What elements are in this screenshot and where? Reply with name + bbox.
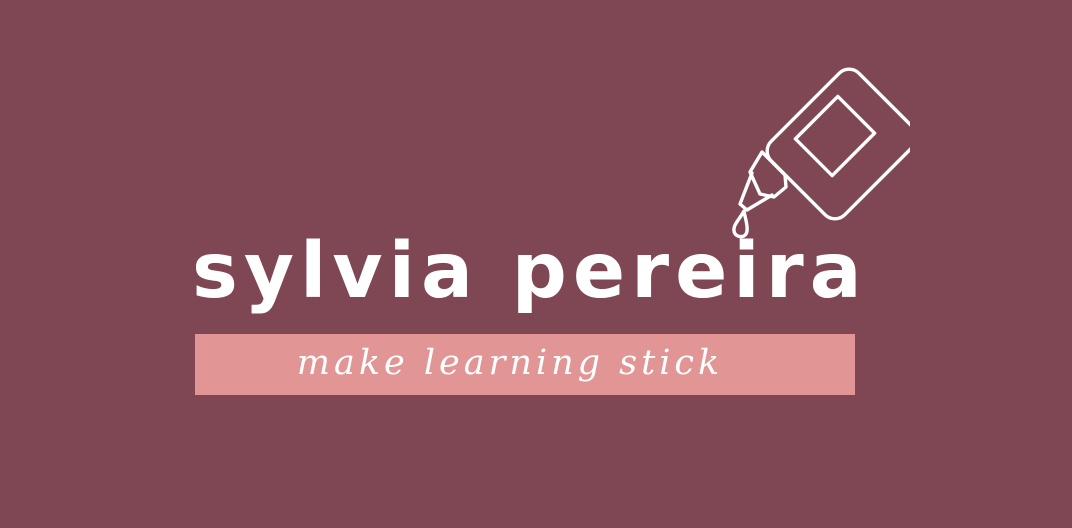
glue-bottle-cap <box>750 152 786 197</box>
glue-bottle-label <box>795 96 874 175</box>
tagline-band <box>195 334 855 395</box>
glue-bottle-icon <box>730 48 910 244</box>
glue-bottle-nozzle <box>740 173 772 210</box>
tagline-text: make learning stick <box>296 343 724 383</box>
glue-bottle-body <box>761 63 910 224</box>
brand-name: sylvia pereira <box>192 227 868 316</box>
glue-bottle-strokes <box>734 63 910 236</box>
